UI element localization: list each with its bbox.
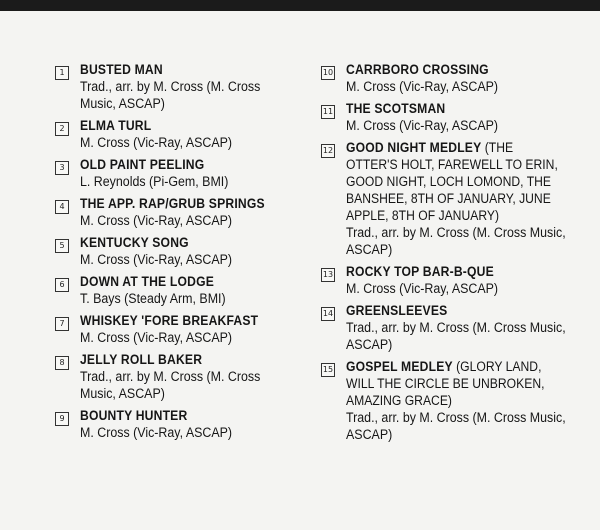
track-title: BOUNTY HUNTER [80,408,188,423]
top-border [0,0,600,11]
track-item [55,117,310,151]
track-credit: M. Cross (Vic-Ray, ASCAP) [80,135,233,150]
track-item [321,100,591,134]
track-title: THE APP. RAP/GRUB SPRINGS [80,196,265,211]
track-title: CARRBORO CROSSING [346,62,489,77]
track-credit: Trad., arr. by M. Cross (M. Cross Music, ASCAP) [80,369,261,401]
track-credit: L. Reynolds (Pi-Gem, BMI) [80,174,229,189]
track-item [55,273,310,307]
tracklist-left-column [55,61,310,446]
track-title: ROCKY TOP BAR-B-QUE [346,264,494,279]
track-credit: M. Cross (Vic-Ray, ASCAP) [80,252,233,267]
tracklist-right-column [321,61,591,448]
track-item [55,234,310,268]
track-title: GOSPEL MEDLEY [346,359,453,374]
track-number: 3 [55,161,69,175]
track-item [55,156,310,190]
track-item [321,358,591,443]
track-number: 2 [55,122,69,136]
track-number: 15 [321,363,335,377]
track-item [321,263,591,297]
track-title: GOOD NIGHT MEDLEY [346,140,482,155]
track-credit: Trad., arr. by M. Cross (M. Cross Music, ASCAP) [346,225,566,257]
track-credit: T. Bays (Steady Arm, BMI) [80,291,226,306]
track-medley-detail: (GLORY LAND, WILL THE CIRCLE BE UNBROKEN, AMAZING GRACE) [346,359,545,408]
track-title: THE SCOTSMAN [346,101,446,116]
track-item [55,61,310,112]
track-credit: M. Cross (Vic-Ray, ASCAP) [80,330,233,345]
track-item [321,302,591,353]
track-title: WHISKEY 'FORE BREAKFAST [80,313,259,328]
track-number: 11 [321,105,335,119]
track-title: GREENSLEEVES [346,303,448,318]
track-number: 6 [55,278,69,292]
track-title: OLD PAINT PEELING [80,157,205,172]
track-title: KENTUCKY SONG [80,235,189,250]
track-number: 14 [321,307,335,321]
track-item [55,195,310,229]
track-title: BUSTED MAN [80,62,163,77]
track-title: JELLY ROLL BAKER [80,352,203,367]
track-number: 7 [55,317,69,331]
track-number: 1 [55,66,69,80]
track-title: DOWN AT THE LODGE [80,274,215,289]
track-credit: M. Cross (Vic-Ray, ASCAP) [80,425,233,440]
track-item [55,407,310,441]
track-credit: M. Cross (Vic-Ray, ASCAP) [80,213,233,228]
track-credit: M. Cross (Vic-Ray, ASCAP) [346,118,499,133]
track-credit: M. Cross (Vic-Ray, ASCAP) [346,281,499,296]
track-medley-detail: (THE OTTER'S HOLT, FAREWELL TO ERIN, GOOD NIGHT, LOCH LOMOND, THE BANSHEE, 8TH OF JANUARY, JUNE APPLE, 8TH OF JANUARY) [346,140,558,223]
track-number: 12 [321,144,335,158]
track-credit: Trad., arr. by M. Cross (M. Cross Music, ASCAP) [346,320,566,352]
track-title: ELMA TURL [80,118,152,133]
track-credit: M. Cross (Vic-Ray, ASCAP) [346,79,499,94]
track-credit: Trad., arr. by M. Cross (M. Cross Music, ASCAP) [346,410,566,442]
track-number: 9 [55,412,69,426]
track-number: 13 [321,268,335,282]
track-number: 10 [321,66,335,80]
track-credit: Trad., arr. by M. Cross (M. Cross Music, ASCAP) [80,79,261,111]
track-item [55,351,310,402]
track-number: 4 [55,200,69,214]
track-item [55,312,310,346]
track-item [321,139,591,258]
track-number: 5 [55,239,69,253]
track-item [321,61,591,95]
track-number: 8 [55,356,69,370]
